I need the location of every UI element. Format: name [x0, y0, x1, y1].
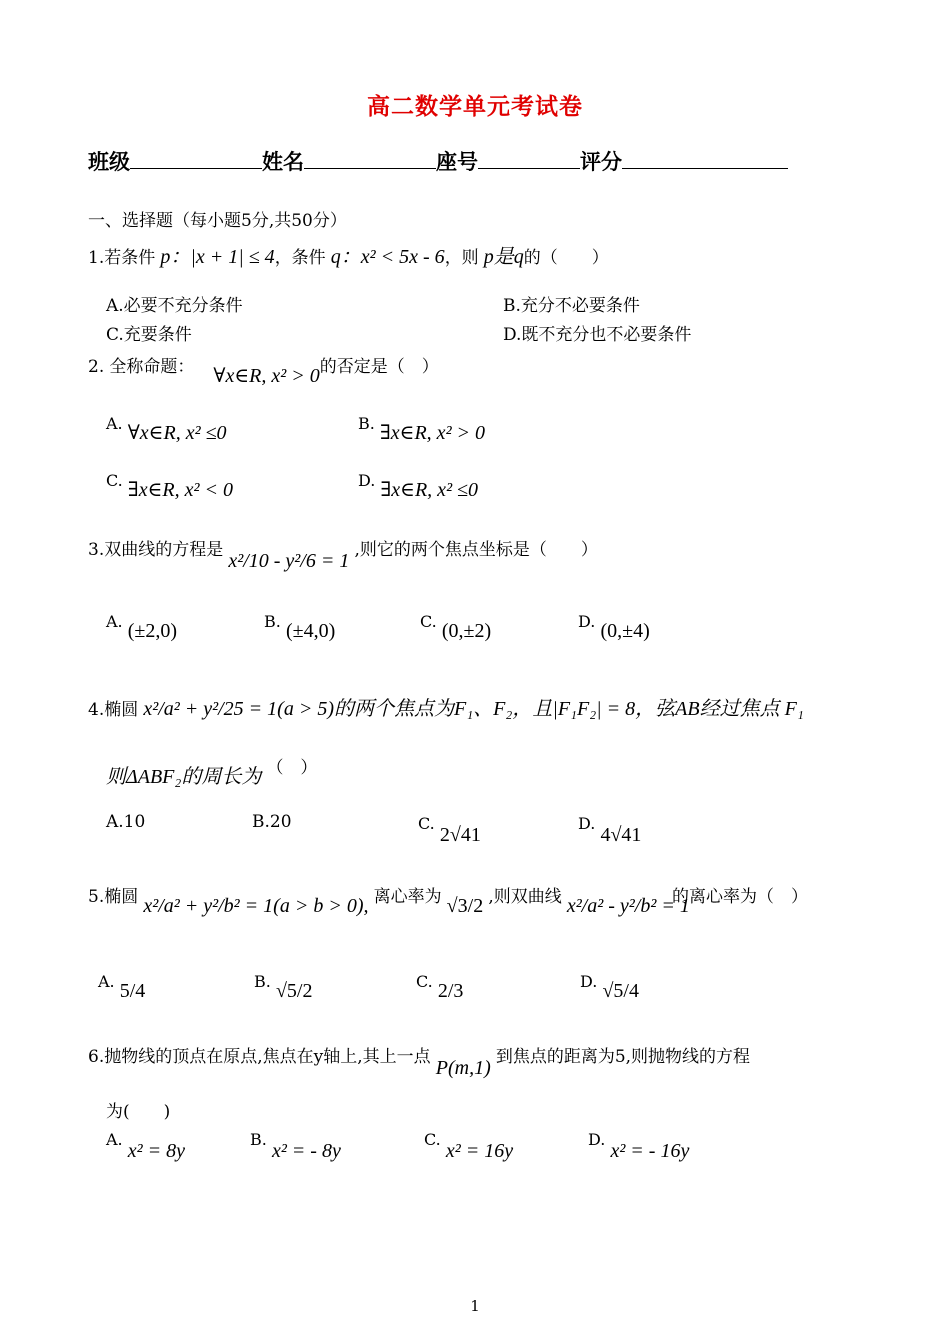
- q3-option-d[interactable]: [578, 610, 650, 642]
- q2-statement: ∀x∈R, x² > 0: [213, 365, 320, 387]
- option-label: D.: [580, 972, 598, 991]
- option-value: 2√41: [439, 824, 481, 846]
- option-value: √5/4: [602, 980, 639, 1002]
- option-value: (±4,0): [285, 620, 336, 642]
- q5-option-a[interactable]: [98, 970, 146, 1002]
- option-value: ∃x∈R, x² < 0: [127, 479, 233, 501]
- option-value: x² = - 8y: [271, 1140, 341, 1162]
- option-value: x² = - 16y: [610, 1140, 690, 1162]
- q2-text: 的否定是（ ）: [319, 357, 439, 377]
- option-label: D.: [578, 814, 596, 833]
- q4-option-b[interactable]: B.20: [252, 812, 292, 832]
- q3-text: 双曲线的方程是: [104, 540, 224, 560]
- q2-option-a[interactable]: [106, 410, 227, 444]
- option-value: 4√41: [600, 824, 642, 846]
- q4-number: 4.: [88, 700, 105, 720]
- q6-option-c[interactable]: [424, 1128, 514, 1162]
- option-value: ∃x∈R, x² ≤0: [380, 479, 479, 501]
- page-number: 1: [470, 1297, 480, 1315]
- option-label: B.: [358, 414, 375, 433]
- q5-option-c[interactable]: [416, 970, 464, 1002]
- question-3: [88, 535, 598, 572]
- q4-option-d[interactable]: [578, 812, 642, 846]
- question-2: [88, 352, 439, 387]
- q1-option-b[interactable]: B.充分不必要条件: [503, 296, 640, 316]
- option-value: x² = 8y: [127, 1140, 185, 1162]
- seat-label: 座号: [436, 149, 478, 174]
- q5-option-b[interactable]: [254, 970, 313, 1002]
- q4-equation: x²/a² + y²/25 = 1(a > 5): [143, 698, 334, 720]
- q4-perimeter-text: 则ΔABF₂的周长为: [106, 766, 262, 788]
- q5-ellipse-equation: x²/a² + y²/b² = 1(a > b > 0),: [143, 895, 369, 917]
- q6-line2: 为( ): [106, 1102, 171, 1122]
- q5-text: 椭圆: [104, 887, 139, 907]
- q4-line2: [106, 760, 317, 789]
- option-value: (0,±2): [441, 620, 492, 642]
- q1-text: 的（ ）: [523, 248, 609, 268]
- q1-text: 若条件: [104, 248, 156, 268]
- q2-number: 2.: [88, 357, 105, 377]
- q1-option-a[interactable]: A.必要不充分条件: [106, 296, 243, 316]
- name-label: 姓名: [262, 149, 304, 174]
- q5-text: ,则双曲线: [488, 887, 562, 907]
- option-label: C.: [424, 1130, 441, 1149]
- name-blank[interactable]: [304, 146, 436, 169]
- option-value: ∃x∈R, x² > 0: [379, 422, 486, 444]
- q2-option-c[interactable]: [106, 467, 233, 501]
- question-4: [88, 692, 804, 721]
- q6-text: 到焦点的距离为5,则抛物线的方程: [495, 1047, 751, 1067]
- option-label: C.: [106, 471, 123, 490]
- option-label: D.: [588, 1130, 606, 1149]
- option-label: A.: [106, 612, 123, 631]
- q3-option-a[interactable]: [106, 610, 178, 642]
- q3-equation: x²/10 - y²/6 = 1: [228, 550, 350, 572]
- q3-text: ,则它的两个焦点坐标是（ ）: [354, 540, 598, 560]
- option-value: x² = 16y: [445, 1140, 514, 1162]
- score-blank[interactable]: [622, 146, 788, 169]
- option-label: B.: [264, 612, 281, 631]
- q5-text: 离心率为: [373, 887, 442, 907]
- option-label: C.: [420, 612, 437, 631]
- q4-text: 的两个焦点为F₁、F₂，且|F₁F₂| = 8，弦AB经过焦点 F₁: [334, 698, 804, 720]
- question-5: [88, 882, 690, 917]
- q1-condition-p: p：|x + 1| ≤ 4: [160, 246, 275, 268]
- q1-number: 1.: [88, 248, 105, 268]
- option-value: (±2,0): [127, 620, 178, 642]
- q4-option-c[interactable]: [418, 812, 481, 846]
- seat-blank[interactable]: [478, 146, 580, 169]
- option-label: A.: [98, 972, 115, 991]
- option-value: 2/3: [437, 980, 464, 1002]
- option-label: C.: [416, 972, 433, 991]
- q5-hyperbola-equation: x²/a² - y²/b² = 1: [566, 895, 690, 917]
- option-label: A.: [106, 414, 123, 433]
- question-6: [88, 1042, 751, 1079]
- question-1: [88, 240, 609, 269]
- q1-relation: p是q: [483, 246, 524, 268]
- q2-option-d[interactable]: [358, 467, 479, 501]
- q2-option-b[interactable]: [358, 410, 486, 444]
- section-heading: 一、选择题（每小题5分,共50分）: [88, 211, 347, 231]
- q6-option-d[interactable]: [588, 1128, 690, 1162]
- option-value: (0,±4): [600, 620, 650, 642]
- q3-option-c[interactable]: [420, 610, 492, 642]
- q5-text-end: 的离心率为（ ）: [672, 887, 808, 907]
- q5-option-d[interactable]: [580, 970, 639, 1002]
- q6-option-b[interactable]: [250, 1128, 341, 1162]
- q6-point: P(m,1): [435, 1057, 491, 1079]
- student-info-line: [88, 146, 788, 176]
- page-title: 高二数学单元考试卷: [367, 93, 583, 120]
- q3-number: 3.: [88, 540, 105, 560]
- q4-text: 椭圆: [104, 700, 139, 720]
- option-label: D.: [358, 471, 376, 490]
- q6-text: 抛物线的顶点在原点,焦点在y轴上,其上一点: [104, 1047, 431, 1067]
- q6-number: 6.: [88, 1047, 105, 1067]
- q5-eccentricity: √3/2: [446, 895, 484, 917]
- option-label: B.: [254, 972, 271, 991]
- q1-text: ，条件: [274, 248, 326, 268]
- option-value: 5/4: [119, 980, 146, 1002]
- q1-option-d[interactable]: D.既不充分也不必要条件: [503, 325, 692, 345]
- option-value: ∀x∈R, x² ≤0: [127, 422, 227, 444]
- class-label: 班级: [88, 149, 130, 174]
- q4-answer-paren: （ ）: [266, 758, 318, 778]
- option-label: D.: [578, 612, 596, 631]
- q1-option-c[interactable]: C.充要条件: [106, 325, 192, 345]
- option-label: B.: [250, 1130, 267, 1149]
- q4-option-a[interactable]: A.10: [106, 812, 146, 832]
- option-label: C.: [418, 814, 435, 833]
- score-label: 评分: [580, 149, 622, 174]
- q2-text: 全称命题：: [109, 357, 195, 377]
- option-label: A.: [106, 1130, 123, 1149]
- q5-number: 5.: [88, 887, 105, 907]
- class-blank[interactable]: [130, 146, 262, 169]
- q1-text: ，则: [444, 248, 479, 268]
- q1-condition-q: q：x² < 5x - 6: [330, 246, 445, 268]
- q3-option-b[interactable]: [264, 610, 336, 642]
- q6-option-a[interactable]: [106, 1128, 185, 1162]
- option-value: √5/2: [275, 980, 313, 1002]
